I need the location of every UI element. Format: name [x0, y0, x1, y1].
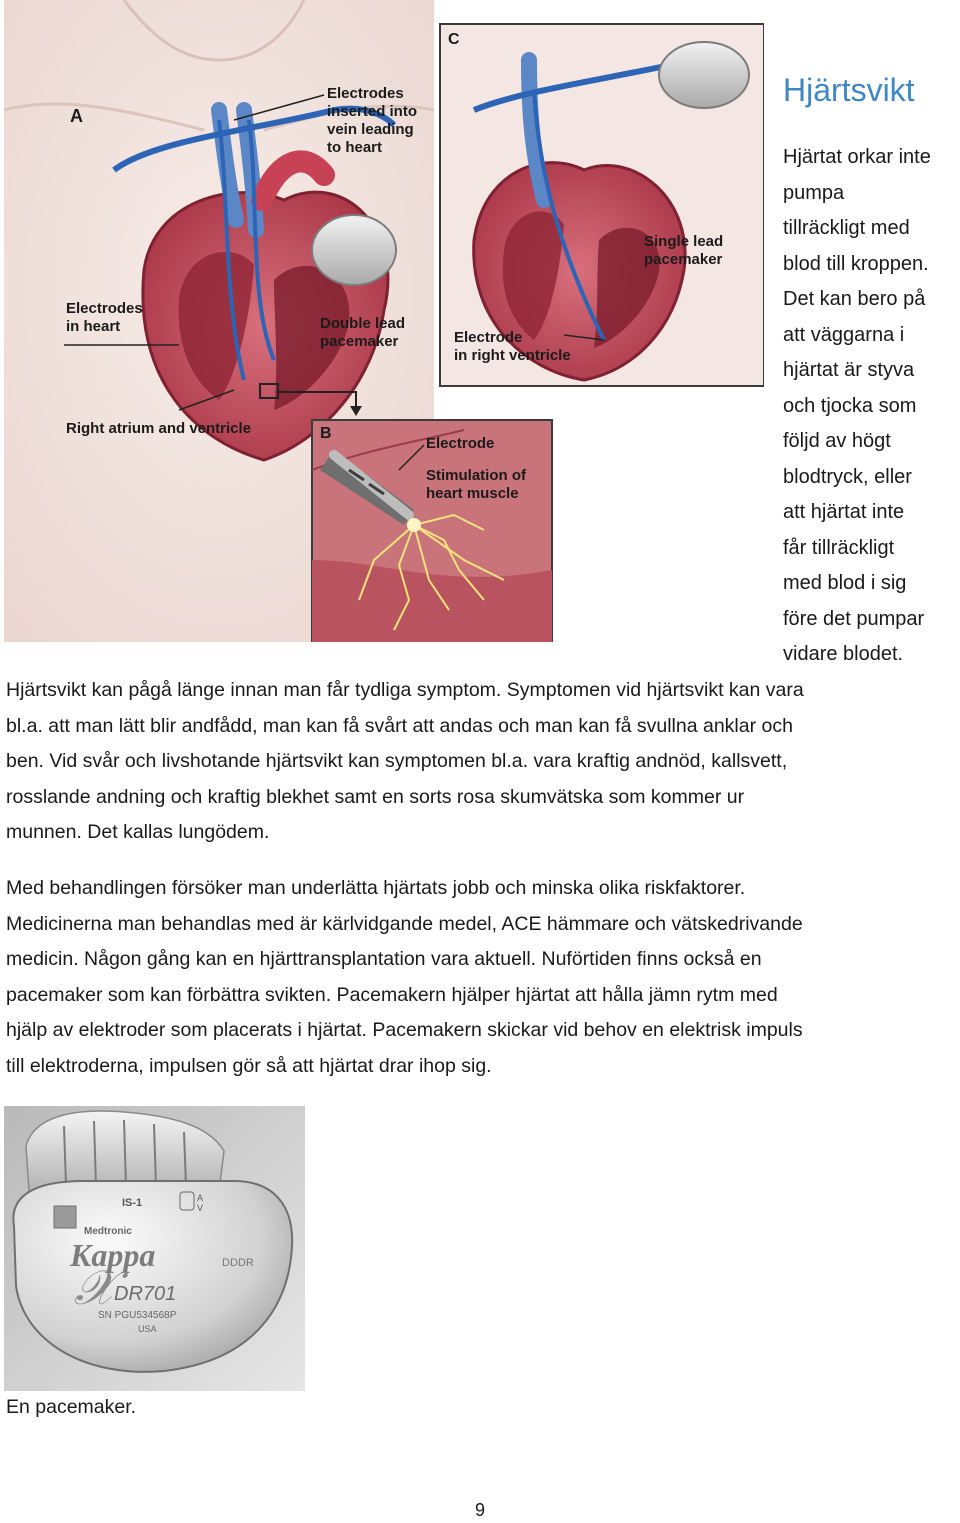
side-line: vidare blodet.: [783, 643, 904, 665]
paragraph-line: till elektroderna, impulsen gör så att hjärtat drar ihop sig.: [6, 1054, 492, 1077]
label-stimulation-1: Stimulation of: [426, 467, 526, 484]
paragraph-line: Hjärtsvikt kan pågå länge innan man får tydliga symptom. Symptomen vid hjärtsvikt kan vara: [6, 679, 804, 701]
label-right-atrium: Right atrium and ventricle: [66, 420, 252, 437]
page-number: 9: [474, 1500, 485, 1520]
photo-serial: SN PGU534568P: [98, 1310, 177, 1321]
paragraph-line: pacemaker som kan förbättra svikten. Pacemakern hjälper hjärtat att hålla jämn rytm med: [6, 983, 778, 1006]
label-electrode-rv-2: in right ventricle: [454, 347, 571, 364]
treatment-paragraph: [6, 871, 958, 1084]
photo-brand-2: Kappa: [70, 1237, 156, 1273]
side-line: Det kan bero på: [783, 288, 926, 310]
side-line: med blod i sig: [783, 572, 907, 594]
side-line: pumpa: [783, 181, 845, 204]
label-single-lead-1: Single lead: [644, 233, 724, 250]
svg-text:𝒳: 𝒳: [74, 1262, 116, 1315]
symptoms-paragraph: [6, 673, 958, 851]
side-line: att hjärtat inte: [783, 501, 905, 523]
label-electrodes-vein-3: vein leading: [327, 121, 414, 138]
photo-caption: En pacemaker.: [6, 1396, 137, 1418]
label-electrodes-vein-4: to heart: [327, 139, 383, 156]
side-line: före det pumpar: [783, 607, 925, 630]
paragraph-line: Medicinerna man behandlas med är kärlvidgande medel, ACE hämmare och vätskedrivande: [6, 912, 803, 935]
side-line: följd av högt: [783, 430, 891, 452]
panel-c-letter: C: [448, 31, 460, 48]
photo-port-a: A: [197, 1193, 204, 1203]
page-heading: Hjärtsvikt: [783, 72, 915, 108]
paragraph-line: Med behandlingen försöker man underlätta hjärtats jobb och minska olika riskfaktorer.: [6, 877, 746, 899]
photo-connector: IS-1: [122, 1197, 143, 1209]
panel-b-letter: B: [320, 425, 332, 442]
label-electrode-rv-1: Electrode: [454, 329, 523, 346]
photo-mode: DDDR: [222, 1257, 254, 1269]
side-line: hjärtat är styva: [783, 359, 915, 381]
side-line: blodtryck, eller: [783, 465, 912, 488]
label-single-lead-2: pacemaker: [644, 251, 723, 268]
paragraph-line: munnen. Det kallas lungödem.: [6, 821, 270, 843]
pacemaker-illustration: [4, 0, 764, 642]
side-line: Hjärtat orkar inte: [783, 146, 931, 168]
label-electrodes-vein-2: inserted into: [327, 103, 418, 120]
label-electrodes-heart-1: Electrodes: [66, 300, 143, 317]
side-line: tillräckligt med: [783, 217, 910, 239]
side-line: att väggarna i: [783, 323, 905, 346]
paragraph-line: medicin. Någon gång kan en hjärttransplantation vara aktuell. Nuförtiden finns också en: [6, 948, 762, 970]
label-electrodes-heart-2: in heart: [66, 318, 121, 335]
photo-brand-1: Medtronic: [84, 1226, 132, 1237]
paragraph-line: ben. Vid svår och livshotande hjärtsvikt kan symptomen bl.a. vara kraftig andnöd, kallsvett,: [6, 750, 788, 772]
photo-country: USA: [138, 1324, 157, 1334]
label-electrode: Electrode: [426, 435, 495, 452]
label-double-lead-2: pacemaker: [320, 333, 399, 350]
photo-model: DR701: [114, 1283, 177, 1305]
photo-port-v: V: [197, 1203, 204, 1213]
pacemaker-photo: [4, 1106, 305, 1391]
side-paragraph: [783, 140, 958, 673]
paragraph-line: bl.a. att man lätt blir andfådd, man kan få svårt att andas och man kan få svullna anklar och: [6, 714, 793, 737]
side-line: får tillräckligt: [783, 536, 895, 559]
label-double-lead-1: Double lead: [320, 315, 406, 332]
paragraph-line: hjälp av elektroder som placerats i hjärtat. Pacemakern skickar vid behov en elektrisk impuls: [6, 1019, 803, 1041]
label-stimulation-2: heart muscle: [426, 485, 519, 502]
panel-a-letter: A: [70, 106, 83, 126]
paragraph-line: rosslande andning och kraftig blekhet samt en sorts rosa skumvätska som kommer ur: [6, 785, 745, 808]
side-line: blod till kroppen.: [783, 252, 929, 275]
label-electrodes-vein-1: Electrodes: [327, 85, 404, 102]
side-line: och tjocka som: [783, 394, 917, 417]
